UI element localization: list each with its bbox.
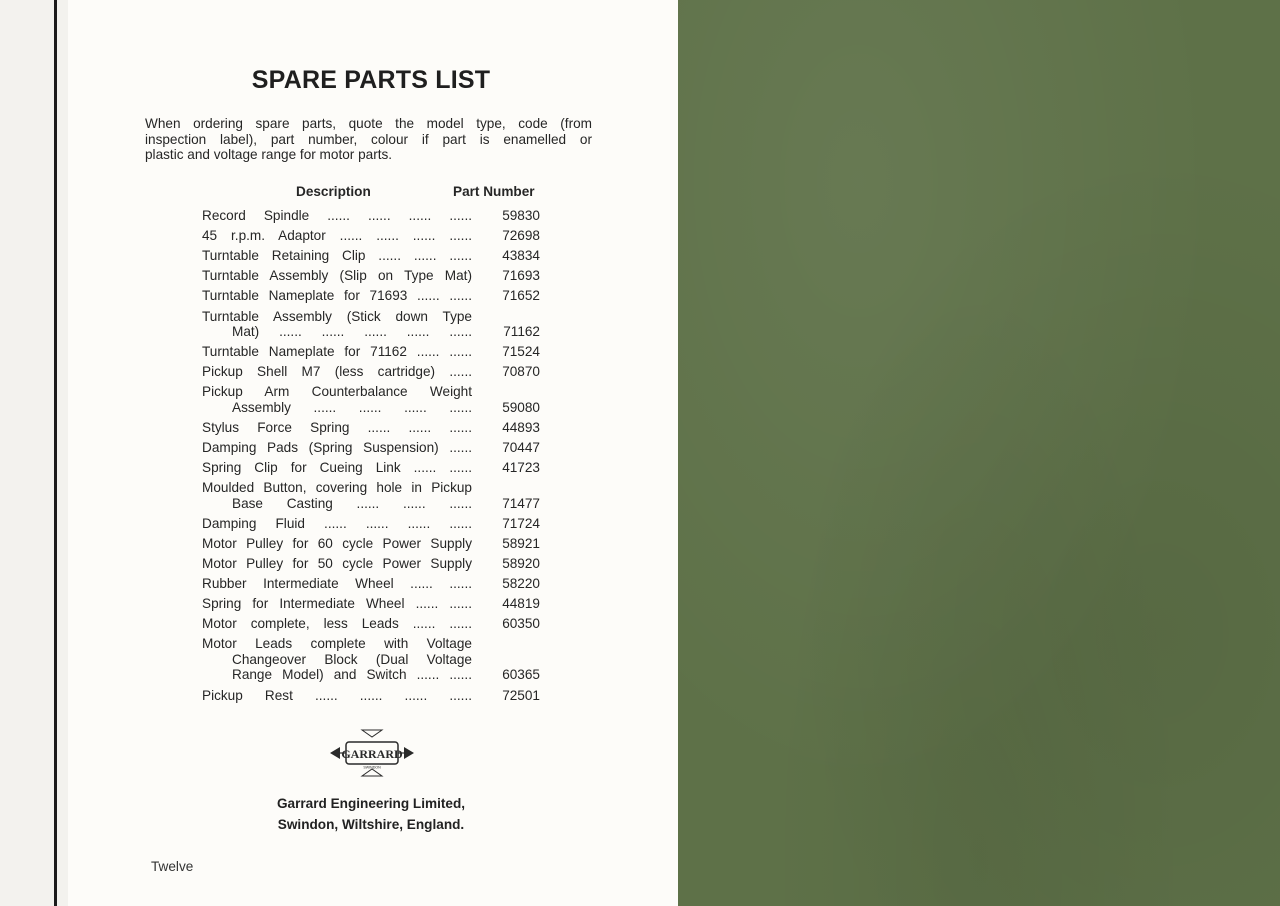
part-description-line: Rubber Intermediate Wheel ...... ...... [202,576,472,592]
part-number: 41723 [502,460,540,476]
description-column-header: Description [296,184,371,199]
part-description-line: Motor Pulley for 50 cycle Power Supply [202,556,472,571]
part-description [202,516,472,532]
part-description-line: Turntable Nameplate for 71162 ...... ...... [202,344,472,360]
part-number: 43834 [502,248,540,264]
part-number: 71652 [502,288,540,304]
part-description [202,344,472,360]
company-name: Garrard Engineering Limited, [276,796,466,811]
parts-row [202,309,540,340]
part-description [202,268,472,284]
parts-row [202,576,540,592]
intro-paragraph [145,116,592,163]
parts-row [202,228,540,244]
part-description-line: Spring Clip for Cueing Link ...... ...... [202,460,472,476]
parts-row [202,248,540,264]
part-description [202,556,472,572]
part-description [202,364,472,380]
parts-row [202,268,540,284]
part-description-line: Turntable Retaining Clip ...... ...... ...... [202,248,472,264]
part-description [202,440,472,456]
binding-line [54,0,57,906]
part-description-line: Assembly ...... ...... ...... ...... [232,399,472,415]
part-description-line: Motor Pulley for 60 cycle Power Supply [202,535,472,551]
part-number-column-header: Part Number [453,184,535,199]
parts-row [202,420,540,436]
part-number: 59080 [502,399,540,415]
page-number: Twelve [151,859,194,874]
part-description-line: Turntable Nameplate for 71693 ...... ...... [202,288,472,304]
logo-small-text: SWINDON [363,765,381,770]
part-description-line: Pickup Shell M7 (less cartridge) ...... [202,364,472,380]
parts-row [202,556,540,572]
logo-wordmark: GARRARD [341,747,403,761]
part-number: 71477 [502,495,540,511]
part-description [202,384,472,415]
parts-row [202,616,540,632]
part-number: 59830 [502,208,540,223]
parts-row [202,460,540,476]
part-description-line: Moulded Button, covering hole in Pickup [202,480,472,496]
part-description [202,576,472,592]
part-number: 58920 [502,556,540,571]
parts-row [202,688,540,704]
green-cover-page [678,0,1280,906]
part-description-line: Turntable Assembly (Stick down Type [202,308,472,324]
previous-page-edge [0,0,68,906]
part-number: 60350 [502,616,540,632]
part-description-line: Pickup Rest ...... ...... ...... ...... [202,687,472,703]
part-number: 60365 [502,667,540,683]
part-number: 72698 [502,228,540,244]
part-description [202,309,472,340]
parts-row [202,596,540,612]
part-description [202,688,472,704]
part-number: 58921 [502,535,540,551]
part-description-line: Mat) ...... ...... ...... ...... ...... [232,324,472,339]
intro-line: When ordering spare parts, quote the model type, code (from [145,116,592,131]
part-description-line: Damping Fluid ...... ...... ...... ...... [202,515,472,531]
part-description-line: Changeover Block (Dual Voltage [232,651,472,667]
parts-row [202,384,540,415]
part-description [202,616,472,632]
part-description-line: Turntable Assembly (Slip on Type Mat) [202,268,472,284]
parts-row [202,536,540,552]
part-description-line: Damping Pads (Spring Suspension) ...... [202,440,472,455]
part-description-line: Pickup Arm Counterbalance Weight [202,384,472,400]
part-number: 44819 [502,596,540,612]
parts-row [202,344,540,360]
part-description [202,420,472,436]
part-number: 71724 [502,515,540,531]
part-number: 58220 [502,576,540,592]
part-description-line: Motor complete, less Leads ...... ...... [202,616,472,632]
parts-row [202,288,540,304]
part-description [202,288,472,304]
garrard-logo [326,728,418,778]
company-address: Swindon, Wiltshire, England. [277,817,465,832]
part-description [202,208,472,224]
part-description [202,460,472,476]
intro-line: plastic and voltage range for motor parts. [145,147,393,162]
parts-row [202,208,540,224]
parts-row [202,364,540,380]
part-description [202,636,472,683]
page-title: SPARE PARTS LIST [251,66,491,94]
part-number: 71524 [502,344,540,360]
part-description [202,248,472,264]
spare-parts-page [68,0,678,906]
part-number: 71693 [502,268,540,284]
part-number: 72501 [502,687,540,703]
part-number: 70870 [502,364,540,380]
part-description [202,596,472,612]
parts-row [202,480,540,511]
part-description-line: Record Spindle ...... ...... ...... ...... [202,208,472,223]
part-description [202,480,472,511]
part-description-line: Range Model) and Switch ...... ...... [232,667,472,683]
part-number: 71162 [503,324,540,339]
part-description-line: Spring for Intermediate Wheel ...... ...... [202,596,472,612]
parts-row [202,440,540,456]
parts-row [202,516,540,532]
intro-line: inspection label), part number, colour if part is enamelled or [145,131,592,147]
part-description-line: Stylus Force Spring ...... ...... ...... [202,419,472,435]
part-description [202,536,472,552]
part-description-line: Base Casting ...... ...... ...... [232,495,472,511]
part-description-line: 45 r.p.m. Adaptor ...... ...... ...... ...... [202,228,472,244]
part-number: 44893 [502,419,540,435]
part-description [202,228,472,244]
parts-row [202,636,540,683]
part-description-line: Motor Leads complete with Voltage [202,636,472,652]
part-number: 70447 [502,440,540,455]
